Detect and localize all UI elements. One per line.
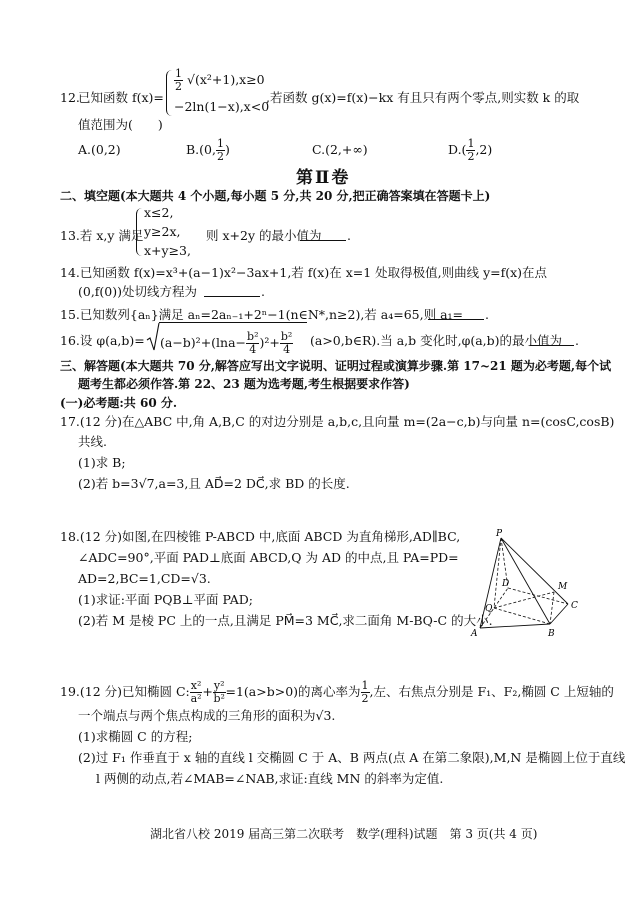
q18-line3: AD=2,BC=1,CD=√3. [78, 571, 211, 586]
q16-radicand: (a−b)²+(lna− $\frac{\text{b²}}{4}$ )²+ $\frac{\text{b²}}{4}$ [160, 330, 293, 356]
q18-line1: 18.(12 分)如图,在四棱锥 P-ABCD 中,底面 ABCD 为直角梯形,AD∥BC, [60, 529, 461, 544]
required-questions-heading: (一)必考题:共 60 分. [60, 396, 178, 410]
q13-tail: 则 x+2y 的最小值为 [206, 228, 322, 243]
q18-part2: (2)若 M 是棱 PC 上的一点,且满足 PM⃗=3 MC⃗,求二面角 M-BQ-C 的大小. [78, 613, 493, 628]
q12-option-a[interactable]: A.(0,2) [78, 142, 121, 157]
vertex-label-a: A [471, 629, 478, 639]
q12-brace [166, 70, 173, 116]
section-3-heading-line1: 三、解答题(本大题共 70 分,解答应写出文字说明、证明过程或演算步骤.第 17~21 题为必考题,每个试 [60, 359, 612, 373]
vertex-label-q: Q [485, 604, 493, 614]
q19-line2: 一个端点与两个焦点构成的三角形的面积为√3. [78, 708, 336, 723]
q19-part2-line2: l 两侧的动点,若∠MAB=∠NAB,求证:直线 MN 的斜率为定值. [96, 771, 444, 786]
q14-line2: (0,f(0))处切线方程为 [78, 284, 198, 299]
pyramid-figure [468, 524, 586, 642]
vertex-label-m: M [558, 582, 568, 592]
q15-answer-blank[interactable] [428, 305, 484, 320]
q15-text: 15.已知数列{aₙ}满足 aₙ=2aₙ₋₁+2ⁿ−1(n∈N*,n≥2),若 a₄=65,则 a₁= [60, 307, 464, 322]
q13-lead: 13.若 x,y 满足 [60, 228, 144, 243]
q16-lead: 16.设 φ(a,b)= [60, 333, 145, 348]
page-footer: 湖北省八校 2019 届高三第二次联考 数学(理科)试题 第 3 页(共 4 页) [150, 827, 538, 841]
vertex-label-b: B [548, 629, 555, 639]
section-2-heading: 二、填空题(本大题共 4 个小题,每小题 5 分,共 20 分,把正确答案填在答题卡上) [60, 189, 491, 203]
q13-constraint-2: y≥2x, [144, 224, 181, 239]
q16-radical-bar [159, 322, 307, 324]
q13-answer-blank[interactable] [300, 226, 346, 241]
vertex-label-d: D [502, 579, 510, 589]
q17-part2: (2)若 b=3√7,a=3,且 AD⃗=2 DC⃗,求 BD 的长度. [78, 476, 350, 491]
q12-case1: $\frac{1}{2}$ √(x²+1),x≥0 [175, 67, 265, 93]
part-2-title: 第Ⅱ卷 [296, 168, 351, 188]
q13-constraint-3: x+y≥3, [144, 243, 191, 258]
vertex-label-c: C [571, 601, 578, 611]
q17-part1: (1)求 B; [78, 455, 126, 470]
vertex-label-p: P [496, 529, 503, 539]
q12-line2: 值范围为( ) [78, 117, 163, 132]
section-3-heading-line2: 题考生都必须作答.第 22、23 题为选考题,考生根据要求作答) [78, 377, 410, 391]
q14-line1: 14.已知函数 f(x)=x³+(a−1)x²−3ax+1,若 f(x)在 x=1 处取得极值,则曲线 y=f(x)在点 [60, 265, 548, 280]
q12-option-c[interactable]: C.(2,+∞) [312, 142, 368, 157]
q18-part1: (1)求证:平面 PQB⊥平面 PAD; [78, 592, 253, 607]
q17-line2: 共线. [78, 434, 107, 449]
q12-number: 12. [60, 90, 80, 105]
q19-line1: 19.(12 分)已知椭圆 C: $\frac{\text{x²}}{\text{a²}}$ + $\frac{\text{y²}}{\text{b²}}$ =1(a>b>0)的离心率为 $\frac{1}{2}$ ,左、右焦点分别是 F₁、F₂,椭圆 C 上短轴的 [60, 679, 614, 705]
q19-part1: (1)求椭圆 C 的方程; [78, 729, 193, 744]
q13-constraint-1: x≤2, [144, 205, 174, 220]
q19-part2-line1: (2)过 F₁ 作垂直于 x 轴的直线 l 交椭圆 C 于 A、B 两点(点 A 在第二象限),M,N 是椭圆上位于直线 [78, 750, 626, 765]
q16-answer-blank[interactable] [530, 331, 574, 346]
q18-line2: ∠ADC=90°,平面 PAD⊥底面 ABCD,Q 为 AD 的中点,且 PA=PD= [78, 550, 459, 565]
q16-tail: (a>0,b∈R).当 a,b 变化时,φ(a,b)的最小值为 [310, 333, 563, 348]
exam-page: 12. 已知函数 f(x)= $\frac{1}{2}$ √(x²+1),x≥0 −2ln(1−x),x<0 ,若函数 g(x)=f(x)−kx 有且只有两个零点,则实数 k 的取 值范围为( ) A.(0,2) B.(0, $\frac{1}{2}$ ) C.(2,+∞) D.( $\frac{1}{2}$ ,2) 第Ⅱ卷 二、填空题(本大题共 4 个小题,每小题 5 分,共 20 分,把正确答案填在答题卡上) 13.若 x,y 满足 x≤2, y≥2x, x+y≥3, 则 x+2y 的最小值为 . 14.已知函数 f(x)=x³+(a−1)x²−3ax+1,若 f(x)在 x=1 处取得极值,则曲线 y=f(x)在点 (0,f(0))处切线方程为 . 15.已知数列{aₙ}满足 aₙ=2aₙ₋₁+2ⁿ−1(n∈N*,n≥2),若 a₄=65,则 a₁= . 16.设 φ(a,b)= (a−b)²+(lna− $\frac{\text{b²}}{4}$ )²+ $\frac{\text{b²}}{4}$ (a>0,b∈R).当 a,b 变化时,φ(a,b)的最小值为 . 三、解答题(本大题共 70 分,解答应写出文字说明、证明过程或演算步骤.第 17~21 题为必考题,每个试 题考生都必须作答.第 22、23 题为选考题,考生根据要求作答) (一)必考题:共 60 分. 17.(12 分)在△ABC 中,角 A,B,C 的对边分别是 a,b,c,且向量 m=(2a−c,b)与向量 n=(cosC,cosB) 共线. (1)求 B; (2)若 b=3√7,a=3,且 AD⃗=2 DC⃗,求 BD 的长度. 18.(12 分)如图,在四棱锥 P-ABCD 中,底面 ABCD 为直角梯形,AD∥BC, ∠ADC=90°,平面 PAD⊥底面 ABCD,Q 为 AD 的中点,且 PA=PD= AD=2,BC=1,CD=√3. (1)求证:平面 PQB⊥平面 PAD; (2)若 M 是棱 PC 上的一点,且满足 PM⃗=3 MC⃗,求二面角 M-BQ-C 的大小. P D M Q C A B 19.(12 分)已知椭圆 C: $\frac{\text{x²}}{\text{a²}}$ + $\frac{\text{y²}}{\text{b²}}$ =1(a>b>0)的离心率为 $\frac{1}{2}$ ,左、右焦点分别是 F₁、F₂,椭圆 C 上短轴的 一个端点与两个焦点构成的三角形的面积为√3. (1)求椭圆 C 的方程; (2)过 F₁ 作垂直于 x 轴的直线 l 交椭圆 C 于 A、B 两点(点 A 在第二象限),M,N 是椭圆上位于直线 l 两侧的动点,若∠MAB=∠NAB,求证:直线 MN 的斜率为定值. 湖北省八校 2019 届高三第二次联考 数学(理科)试题 第 3 页(共 4 页) [60, 67, 626, 841]
q14-answer-blank[interactable] [204, 282, 260, 297]
q12-tail: ,若函数 g(x)=f(x)−kx 有且只有两个零点,则实数 k 的取 [266, 90, 580, 105]
q12-option-d[interactable]: D.( $\frac{1}{2}$ ,2) [448, 137, 493, 163]
q12-option-b[interactable]: B.(0, $\frac{1}{2}$ ) [186, 137, 230, 163]
q16-radical-sign [146, 322, 160, 352]
q17-line1: 17.(12 分)在△ABC 中,角 A,B,C 的对边分别是 a,b,c,且向量 m=(2a−c,b)与向量 n=(cosC,cosB) [60, 414, 615, 429]
q12-lead: 已知函数 f(x)= [78, 90, 164, 105]
q12-case2: −2ln(1−x),x<0 [174, 99, 270, 114]
q13-brace [136, 208, 143, 256]
